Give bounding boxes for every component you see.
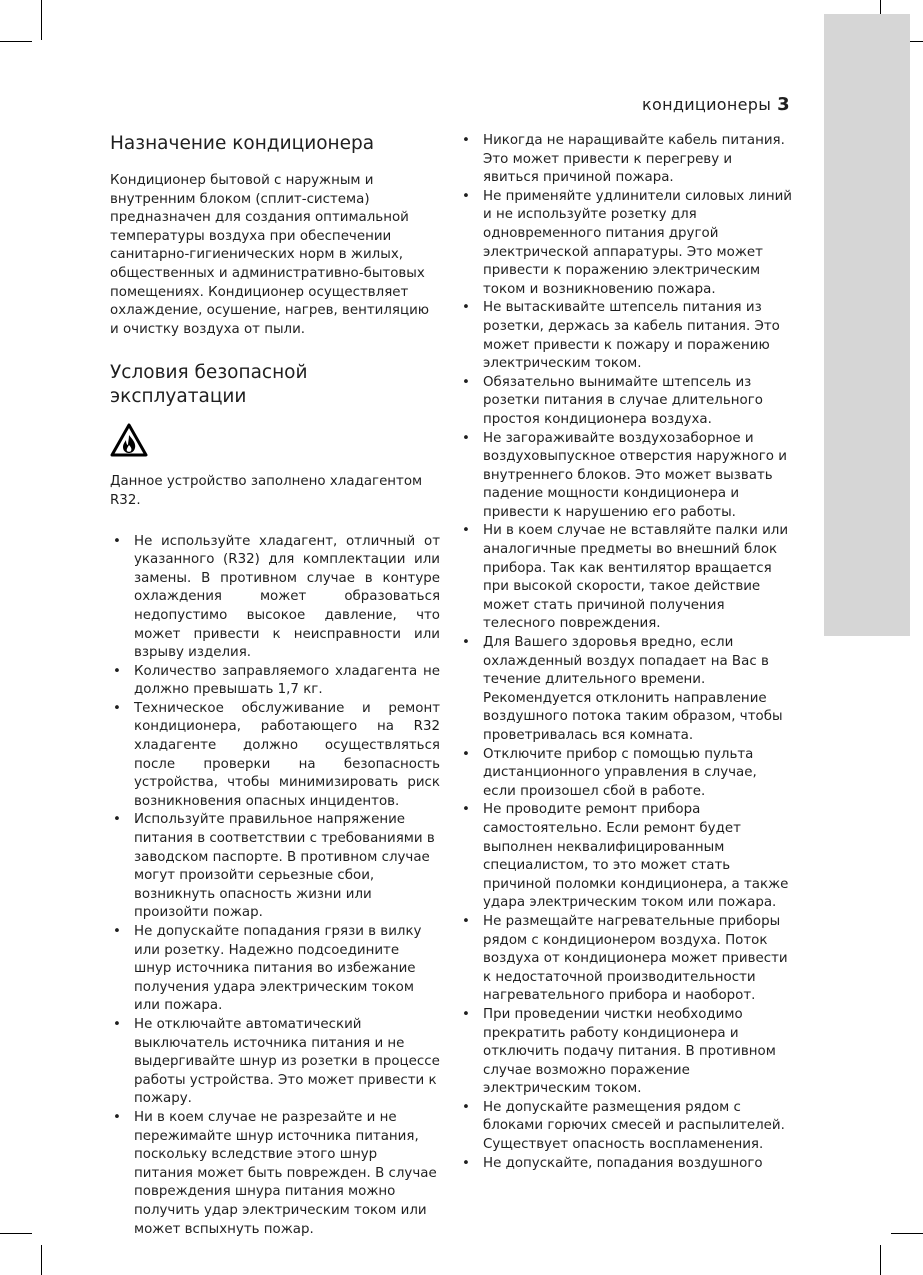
list-item: • Не допускайте, попадания воздушного — [459, 1155, 792, 1174]
list-item: • При проведении чистки необходимо прекратить работу кондиционера и отключить подачу питания. В противном случае возможно поражение электрическим током. — [459, 1006, 792, 1099]
list-item: • Не применяйте удлинители силовых линий и не используйте розетку для одновременного питания другой электрической аппаратуры. Это может привести к поражению электрическим током и возникновению пожара. — [459, 188, 792, 300]
page-number: 3 — [777, 94, 790, 115]
purpose-paragraph: Кондиционер бытовой с наружным и внутренним блоком (сплит-система) предназначен для создания оптимальной температуры воздуха при обеспечении санитарно-гигиенических норм в жилых, общественных и административно-бытовых помещениях. Кондиционер осуществляет охлаждение, осушение, нагрев, вентиляцию и очистку воздуха от пыли. — [110, 173, 430, 337]
list-item: • Не допускайте попадания грязи в вилку или розетку. Надежно подсоедините шнур источника питания во избежание получения удара электрическим током или пожара. — [110, 923, 440, 1016]
list-item: • Ни в коем случае не вставляйте палки или аналогичные предметы во внешний блок прибора. Так как вентилятор вращается при высокой скорости, такое действие может стать причиной получения телесного повреждения. — [459, 522, 792, 634]
section-heading-safety: Условия безопасной эксплуатации — [110, 362, 308, 408]
crop-mark — [880, 1245, 881, 1275]
right-column — [459, 132, 792, 1173]
header-title: кондиционеры — [642, 95, 772, 114]
list-item: • Не размещайте нагревательные приборы рядом с кондиционером воздуха. Поток воздуха от кондиционера может привести к недостаточной производительности нагревательного прибора и наоборот. — [459, 913, 792, 1006]
section-heading-purpose: Назначение кондиционера — [110, 133, 375, 154]
list-item: • Для Вашего здоровья вредно, если охлажденный воздух попадает на Вас в течение длительного времени. Рекомендуется отклонить направление воздушного потока таким образом, чтобы проветривалась вся комната. — [459, 634, 792, 746]
crop-mark — [891, 1233, 923, 1234]
list-item: • Отключите прибор с помощью пульта дистанционного управления в случае, если произошел сбой в работе. — [459, 746, 792, 802]
refrigerant-note: Данное устройство заполнено хладагентом R32. — [110, 474, 423, 508]
list-item: • Не допускайте размещения рядом с блоками горючих смесей и распылителей. Существует опасность воспламенения. — [459, 1099, 792, 1155]
list-item: • Используйте правильное напряжение питания в соответствии с требованиями в заводском паспорте. В противном случае могут произойти серьезные сбои, возникнуть опасность жизни или произойти пожар. — [110, 811, 440, 923]
list-item: • Техническое обслуживание и ремонт кондиционера, работающего на R32 хладагенте должно осуществляться после проверки на безопасность устройства, чтобы минимизировать риск возникновения опасных инцидентов. — [110, 700, 440, 812]
list-item: • Не проводите ремонт прибора самостоятельно. Если ремонт будет выполнен неквалифицированным специалистом, то это может стать причиной поломки кондиционера, а также удара электрическим током или пожара. — [459, 801, 792, 913]
list-item: • Не вытаскивайте штепсель питания из розетки, держась за кабель питания. Это может привести к пожару и поражению электрическим током. — [459, 299, 792, 373]
flammable-warning-icon — [110, 423, 148, 457]
crop-mark — [41, 0, 42, 40]
crop-mark — [41, 1245, 42, 1275]
crop-mark — [0, 41, 32, 42]
left-bullet-list — [110, 533, 440, 1240]
list-item: • Ни в коем случае не разрезайте и не пережимайте шнур источника питания, поскольку вследствие этого шнур питания может быть поврежден. В случае повреждения шнура питания можно получить удар электрическим током или может вспыхнуть пожар. — [110, 1109, 440, 1239]
left-column — [110, 132, 440, 1239]
right-bullet-list — [459, 132, 792, 1173]
list-item: • Никогда не наращивайте кабель питания. Это может привести к перегреву и явиться причиной пожара. — [459, 132, 792, 188]
crop-mark — [0, 1233, 32, 1234]
list-item: • Обязательно вынимайте штепсель из розетки питания в случае длительного простоя кондиционера воздуха. — [459, 374, 792, 430]
chapter-tab — [824, 14, 910, 636]
list-item: • Не отключайте автоматический выключатель источника питания и не выдергивайте шнур из розетки в процессе работы устройства. Это может привести к пожару. — [110, 1016, 440, 1109]
list-item: • Количество заправляемого хладагента не должно превышать 1,7 кг. — [110, 663, 440, 700]
page-header — [642, 94, 790, 115]
list-item: • Не используйте хладагент, отличный от указанного (R32) для комплектации или замены. В противном случае в контуре охлаждения может образоваться недопустимо высокое давление, что может привести к неисправности или взрыву изделия. — [110, 533, 440, 663]
list-item: • Не загораживайте воздухозаборное и воздуховыпускное отверстия наружного и внутреннего блоков. Это может вызвать падение мощности кондиционера и привести к нарушению его работы. — [459, 430, 792, 523]
